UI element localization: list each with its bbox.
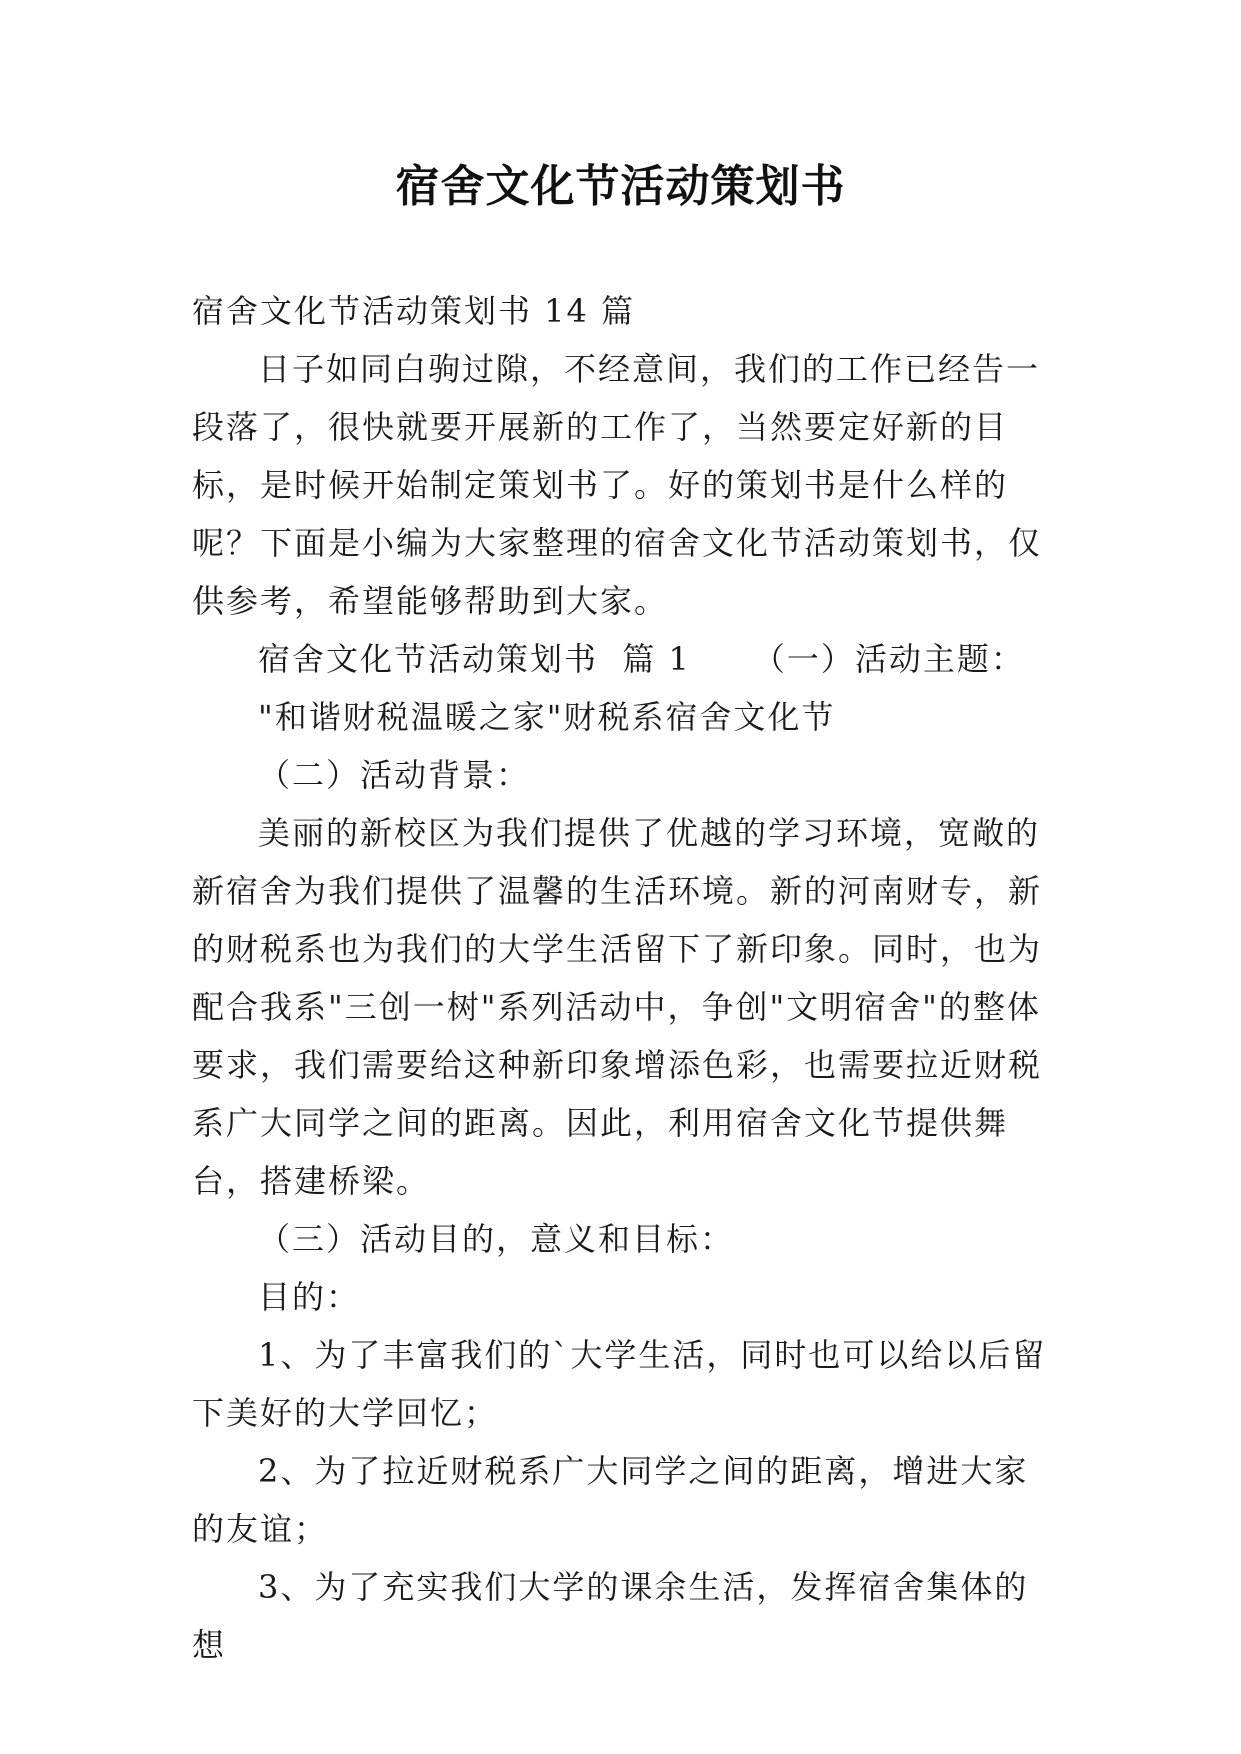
- purpose-item: 1、为了丰富我们的`大学生活，同时也可以给以后留下美好的大学回忆；: [192, 1336, 1047, 1432]
- section3-heading: （三）活动目的，意义和目标：: [258, 1220, 735, 1258]
- background-paragraph: 美丽的新校区为我们提供了优越的学习环境，宽敞的新宿舍为我们提供了温馨的生活环境。新的河南财专，新的财税系也为我们的大学生活留下了新印象。同时，也为配合我系"三创一树"系列活动中，争创"文明宿舍"的整体要求，我们需要给这种新印象增添色彩，也需要拉近财税系广大同学之间的距离。因此，利用宿舍文化节提供舞台，搭建桥梁。: [192, 814, 1043, 1200]
- purpose-item: 3、为了充实我们大学的课余生活，发挥宿舍集体的想: [192, 1568, 1029, 1664]
- purpose-item: 2、为了拉近财税系广大同学之间的距离，增进大家的友谊；: [192, 1452, 1029, 1548]
- intro-paragraph: 日子如同白驹过隙，不经意间，我们的工作已经告一段落了，很快就要开展新的工作了，当然要定好新的目标，是时候开始制定策划书了。好的策划书是什么样的呢？下面是小编为大家整理的宿舍文化节活动策划书，仅供参考，希望能够帮助到大家。: [192, 350, 1043, 620]
- purpose-label: 目的：: [258, 1278, 361, 1316]
- part1-heading-row: [192, 630, 1062, 688]
- section2-heading: （二）活动背景：: [258, 756, 531, 794]
- page-title: 宿舍文化节活动策划书: [395, 161, 846, 212]
- document-body: [192, 282, 1062, 1674]
- document-subtitle: 宿舍文化节活动策划书 14 篇: [192, 292, 636, 330]
- part1-label: 宿舍文化节活动策划书 篇 1: [258, 640, 691, 678]
- theme-line: "和谐财税温暖之家"财税系宿舍文化节: [258, 698, 836, 736]
- section1-heading: （一）活动主题：: [752, 640, 1025, 678]
